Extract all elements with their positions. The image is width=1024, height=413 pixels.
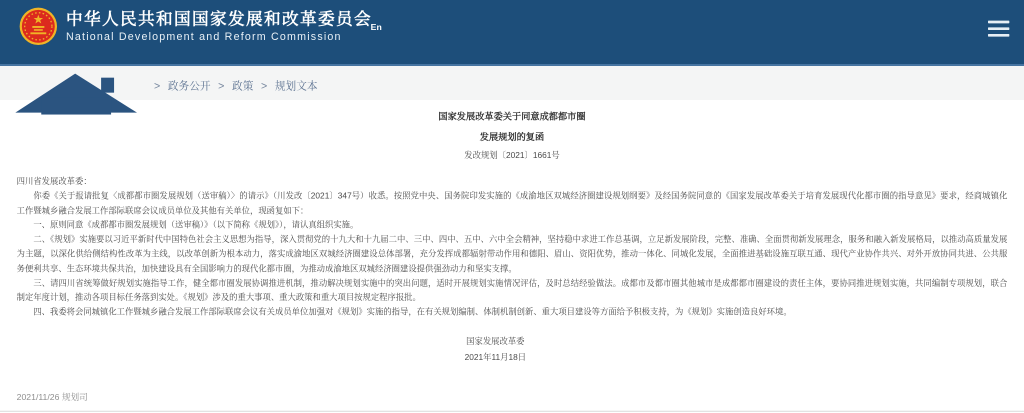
footer-publish-date: 2021/11/26 [16,391,60,402]
document-main [0,100,1024,365]
signature-block [17,333,974,365]
document-title [17,106,1008,147]
paragraph: 三、请四川省统筹做好规划实施指导工作，健全都市圈发展协调推进机制，推动解决规划实施中的突出问题，适时开展规划实施情况评估，及时总结经验做法。成都市及都市圈其他城市是成都都市圈建设的责任主体，要协同推进规划实施，共同编制专项规划，联合制定年度计划，推动各项目标任务落到实处。《规划》涉及的重大事项、重大政策和重大项目按规定程序报批。 [16,278,1008,303]
home-link-brand[interactable] [19,7,372,45]
document-number: 发改规划〔2021〕1661号 [464,150,560,160]
breadcrumb-separator: > [261,80,268,92]
site-header [0,0,1024,66]
signature-date: 2021年11月18日 [464,352,527,362]
breadcrumb-band [0,66,1024,100]
site-titles [66,7,372,43]
breadcrumb-separator: > [154,80,161,92]
breadcrumb-item-zhengce[interactable]: 政策 [232,80,254,92]
site-title-en: National Development and Reform Commission [66,31,342,43]
hamburger-icon [988,21,1009,24]
hamburger-icon [988,34,1009,37]
breadcrumb [149,77,317,92]
language-switch-en[interactable]: En [370,22,382,32]
paragraph: 你委《关于报请批复〈成都都市圈发展规划（送审稿）〉的请示》（川发改〔2021〕347号）收悉。按照党中央、国务院印发实施的《成渝地区双城经济圈建设规划纲要》及经国务院同意的《国家发展改革委关于培育发展现代化都市圈的指导意见》要求，经商城镇化工作暨城乡融合发展工作部际联席会议成员单位及其他有关单位，现函复如下： [16,191,1008,216]
home-icon[interactable] [13,73,140,115]
bottom-divider [0,411,1024,412]
paragraph: 二、《规划》实施要以习近平新时代中国特色社会主义思想为指导，深入贯彻党的十九大和十九届二中、三中、四中、五中、六中全会精神，坚持稳中求进工作总基调，立足新发展阶段，完整、准确、全面贯彻新发展理念，服务和融入新发展格局，以推动高质量发展为主题，以深化供给侧结构性改革为主线，以改革创新为根本动力，落实成渝地区双城经济圈建设总体部署，充分发挥成都辐射带动作用和德阳、眉山、资阳优势，推动一体化、同城化发展，全面推进基础设施互联互通、现代产业协作共兴、对外开放协同共进、公共服务便利共享、生态环境共保共治，加快建设具有全国影响力的现代化都市圈，为推动成渝地区双城经济圈建设提供强劲动力和坚实支撑。 [16,234,1008,274]
salutation: 四川省发展改革委： [16,176,92,186]
breadcrumb-item-guihuawenben: 规划文本 [274,80,318,92]
china-national-emblem-icon [19,7,57,45]
document-body [17,175,1008,320]
document-title-line1: 国家发展改革委关于同意成都都市圈 [438,111,586,122]
breadcrumb-separator: > [218,80,225,92]
site-title-cn: 中华人民共和国国家发展和改革委员会 [66,10,373,29]
page-footer [0,392,1024,403]
document-title-line2: 发展规划的复函 [479,132,545,142]
breadcrumb-item-zhengwugongkai[interactable]: 政务公开 [167,80,211,92]
hamburger-icon [988,27,1009,30]
footer-department: 规划司 [61,391,88,402]
signature-org: 国家发展改革委 [466,336,525,346]
paragraph: 一、原则同意《成都都市圈发展规划（送审稿）》（以下简称《规划》），请认真组织实施。 [33,220,359,230]
menu-button[interactable] [988,21,1009,38]
paragraph: 四、我委将会同城镇化工作暨城乡融合发展工作部际联席会议有关成员单位加强对《规划》实施的指导，在有关规划编制、体制机制创新、重大项目建设等方面给予积极支持，为《规划》实施创造良好环境。 [33,307,792,317]
